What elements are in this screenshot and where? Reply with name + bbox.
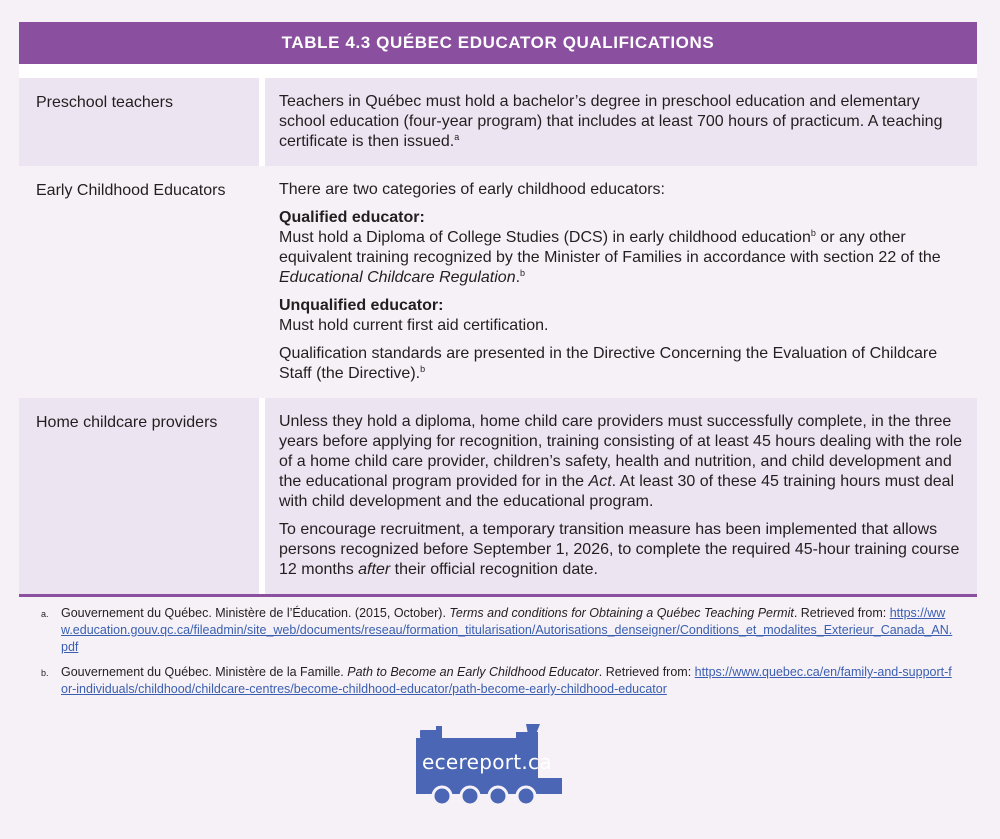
- row-desc-home: [265, 398, 977, 594]
- row-desc-preschool: [265, 78, 977, 166]
- table-title: TABLE 4.3 QUÉBEC EDUCATOR QUALIFICATIONS: [19, 22, 977, 64]
- ecereport-logo[interactable]: [416, 724, 566, 824]
- train-engine-icon: [416, 724, 566, 824]
- preschool-paragraph: Teachers in Québec must hold a bachelor’s degree in preschool education and elementary school education (four-year program) that includes at least 700 hours of practicum. A teaching certificate is then issued.$^a$: [279, 93, 943, 150]
- header-spacer: [19, 64, 977, 78]
- table-row: [19, 398, 977, 594]
- footnote-b-link[interactable]: https://www.quebec.ca/en/family-and-support-for-individuals/childhood/childcare-centres/become-childhood-educator/path-become-early-childhood-educator: [61, 665, 952, 696]
- unqualified-heading: Unqualified educator:: [279, 297, 444, 314]
- footnote-a: a. Gouvernement du Québec. Ministère de l’Éducation. (2015, October). Terms and conditions for Obtaining a Québec Teaching Permit. Retrieved from: https://www.education.gouv.qc.ca/fileadmin/site_web/documents/reseau/formation_titularisation/Autorisations_denseigner/Conditions_et_modalites_Exterieur_Canada_AN.pdf: [41, 606, 953, 654]
- row-label-home: Home childcare providers: [19, 398, 265, 594]
- table-row: [19, 166, 977, 398]
- footnotes: [19, 597, 977, 698]
- row-label-ece: Early Childhood Educators: [19, 166, 265, 398]
- qualified-heading: Qualified educator:: [279, 209, 425, 226]
- qualifications-table: [19, 78, 977, 594]
- home-paragraph-2: To encourage recruitment, a temporary transition measure has been implemented that allows persons recognized before September 1, 2026, to complete the required 45-hour training course 12 months after their official recognition date.: [279, 521, 960, 578]
- row-label-preschool: Preschool teachers: [19, 78, 265, 166]
- qualified-educator: Qualified educator: Must hold a Diploma of College Studies (DCS) in early childhood education$^b$ or any other equivalent training recognized by the Minister of Families in accordance with section 22 of the Educational Childcare Regulation.$^b$: [279, 208, 965, 288]
- table-row: [19, 78, 977, 166]
- logo-text: ecereport.ca: [422, 750, 552, 774]
- unqualified-educator: Unqualified educator: Must hold current first aid certification.: [279, 296, 965, 336]
- footnote-a-link[interactable]: https://www.education.gouv.qc.ca/fileadmin/site_web/documents/reseau/formation_titularisation/Autorisations_denseigner/Conditions_et_modalites_Exterieur_Canada_AN.pdf: [61, 606, 953, 654]
- footnote-ref: a: [454, 132, 460, 142]
- table-frame: [19, 22, 977, 706]
- standards-paragraph: Qualification standards are presented in the Directive Concerning the Evaluation of Childcare Staff (the Directive).$^b$: [279, 345, 938, 382]
- row-desc-ece: [265, 166, 977, 398]
- footnote-b: b. Gouvernement du Québec. Ministère de la Famille. Path to Become an Early Childhood Educator. Retrieved from: https://www.quebec.ca/en/family-and-support-for-individuals/childhood/childcare-centres/become-childhood-educator/path-become-early-childhood-educator: [41, 665, 952, 696]
- home-paragraph-1: Unless they hold a diploma, home child care providers must successfully complete, in the three years before applying for recognition, training consisting of at least 45 hours dealing with the role of a home child care provider, children’s safety, health and nutrition, and child development and the educational program provided for in the Act. At least 30 of these 45 training hours must deal with child development and the educational program.: [279, 413, 963, 510]
- ece-intro: There are two categories of early childhood educators:: [279, 181, 665, 198]
